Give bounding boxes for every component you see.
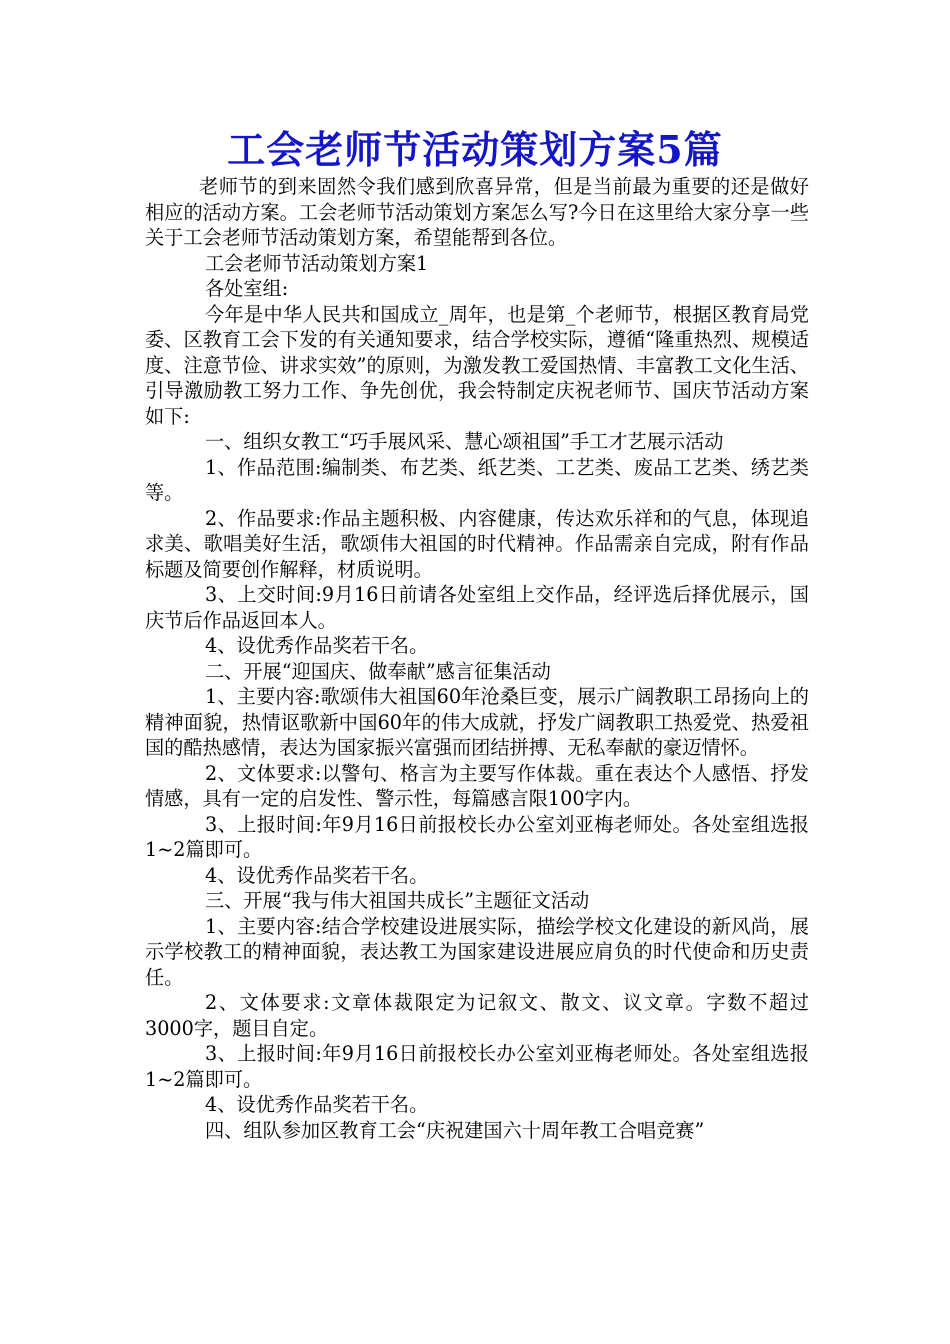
list-item: 4、设优秀作品奖若干名。 [205, 1093, 429, 1116]
paragraph: 今年是中华人民共和国成立_周年，也是第_个老师节，根据区教育局党委、区教育工会下发的有关通知要求，结合学校实际，遵循“隆重热烈、规模适度、注意节俭、讲求实效”的原则，为激发教工爱国热情、丰富教工文化生活、引导激励教工努力工作、争先创优，我会特制定庆祝老师节、国庆节活动方案如下: [145, 302, 809, 428]
item-heading: 二、开展“迎国庆、做奉献”感言征集活动 [205, 659, 551, 683]
list-item: 1、作品范围:编制类、布艺类、纸艺类、工艺类、废品工艺类、绣艺类等。 [145, 455, 809, 504]
list-item: 3、上报时间:年9月16日前报校长办公室刘亚梅老师处。各处室组选报1~2篇即可。 [145, 1042, 809, 1091]
list-item: 2、文体要求:以警句、格言为主要写作体裁。重在表达个人感悟、抒发情感，具有一定的启发性、警示性，每篇感言限100字内。 [145, 761, 809, 810]
list-item: 2、文体要求:文章体裁限定为记叙文、散文、议文章。字数不超过3000字，题目自定。 [145, 991, 809, 1040]
list-item: 2、作品要求:作品主题积极、内容健康，传达欢乐祥和的气息，体现追求美、歌唱美好生活，歌颂伟大祖国的时代精神。作品需亲自完成，附有作品标题及简要创作解释，材质说明。 [145, 506, 809, 581]
intro-paragraph: 老师节的到来固然令我们感到欣喜异常，但是当前最为重要的还是做好相应的活动方案。工会老师节活动策划方案怎么写?今日在这里给大家分享一些关于工会老师节活动策划方案，希望能帮到各位。 [145, 175, 809, 249]
list-item: 1、主要内容:结合学校建设进展实际，描绘学校文化建设的新风尚，展示学校教工的精神面貌，表达教工为国家建设进展应肩负的时代使命和历史责任。 [145, 914, 809, 989]
section-heading: 工会老师节活动策划方案1 [205, 251, 429, 275]
list-item: 4、设优秀作品奖若干名。 [205, 863, 429, 887]
document-title: 工会老师节活动策划方案5篇 [227, 127, 723, 172]
document-body [145, 174, 809, 1143]
list-item: 3、上交时间:9月16日前请各处室组上交作品，经评选后择优展示，国庆节后作品返回本人。 [145, 583, 809, 632]
list-item: 3、上报时间:年9月16日前报校长办公室刘亚梅老师处。各处室组选报1~2篇即可。 [145, 812, 809, 861]
item-heading: 四、组队参加区教育工会“庆祝建国六十周年教工合唱竞赛” [205, 1118, 705, 1142]
list-item: 1、主要内容:歌颂伟大祖国60年沧桑巨变，展示广阔教职工昂扬向上的精神面貌，热情讴歌新中国60年的伟大成就，抒发广阔教职工热爱党、热爱祖国的酷热感情，表达为国家振兴富强而团结拼搏、无私奉献的豪迈情怀。 [145, 685, 809, 759]
salutation: 各处室组: [205, 277, 289, 300]
item-heading: 三、开展“我与伟大祖国共成长”主题征文活动 [205, 889, 590, 912]
list-item: 4、设优秀作品奖若干名。 [205, 634, 429, 657]
item-heading: 一、组织女教工“巧手展风采、慧心颂祖国”手工才艺展示活动 [205, 430, 724, 453]
